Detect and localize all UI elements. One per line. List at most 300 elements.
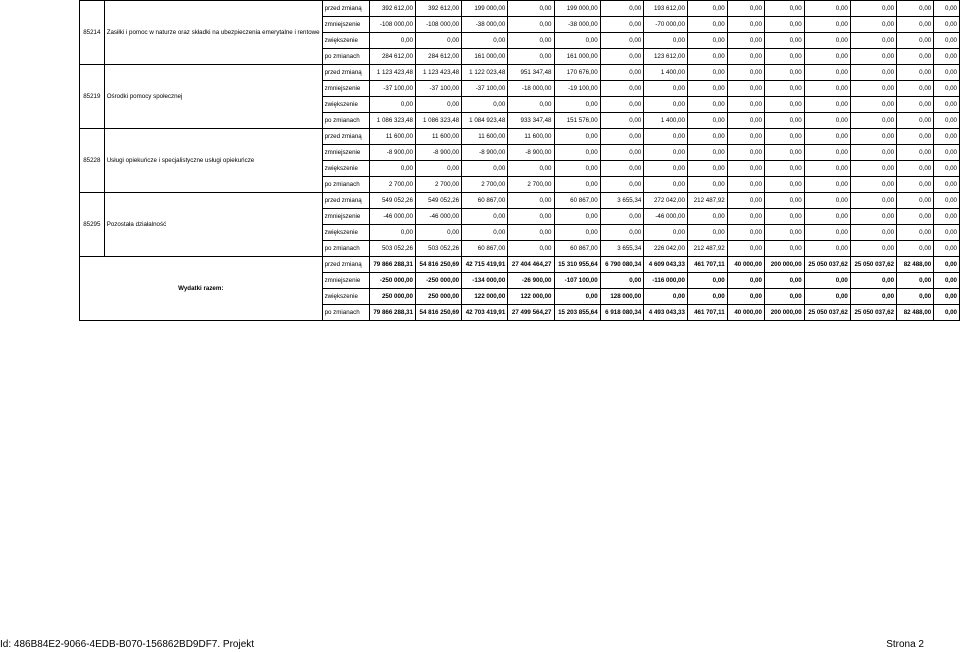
amount-cell: 161 000,00 xyxy=(554,49,600,65)
section-name: Zasiłki i pomoc w naturze oraz składki na ubezpieczenia emerytalne i rentowe xyxy=(104,1,322,65)
amount-cell: -37 100,00 xyxy=(369,81,415,97)
amount-cell: 6 790 080,34 xyxy=(600,257,644,273)
amount-cell: 0,00 xyxy=(934,273,960,289)
amount-cell: 0,00 xyxy=(850,241,896,257)
amount-cell: 0,00 xyxy=(850,273,896,289)
amount-cell: 0,00 xyxy=(600,145,644,161)
row-type-label: po zmianach xyxy=(322,177,369,193)
footer-page-number: Strona 2 xyxy=(886,639,924,650)
amount-cell: 503 052,26 xyxy=(415,241,461,257)
amount-cell: 3 655,34 xyxy=(600,241,644,257)
amount-cell: -37 100,00 xyxy=(462,81,508,97)
amount-cell: 549 052,26 xyxy=(415,193,461,209)
amount-cell: 0,00 xyxy=(508,1,554,17)
table-row xyxy=(80,257,960,273)
amount-cell: 123 612,00 xyxy=(644,49,688,65)
amount-cell: 1 123 423,48 xyxy=(415,65,461,81)
footer-document-id: Id: 486B84E2-9066-4EDB-B070-156862BD9DF7. Projekt xyxy=(0,639,255,650)
amount-cell: 0,00 xyxy=(600,177,644,193)
amount-cell: 128 000,00 xyxy=(600,289,644,305)
amount-cell: 0,00 xyxy=(934,17,960,33)
amount-cell: 0,00 xyxy=(600,97,644,113)
amount-cell: -70 000,00 xyxy=(644,17,688,33)
amount-cell: 60 867,00 xyxy=(462,241,508,257)
amount-cell: 0,00 xyxy=(804,33,850,49)
amount-cell: 0,00 xyxy=(934,65,960,81)
section-name: Usługi opiekuńcze i specjalistyczne usługi opiekuńcze xyxy=(104,129,322,193)
table-row xyxy=(80,1,960,17)
amount-cell: 0,00 xyxy=(600,1,644,17)
amount-cell: 0,00 xyxy=(600,65,644,81)
amount-cell: -107 100,00 xyxy=(554,273,600,289)
amount-cell: 0,00 xyxy=(934,177,960,193)
amount-cell: 2 700,00 xyxy=(462,177,508,193)
amount-cell: 0,00 xyxy=(727,97,764,113)
amount-cell: -250 000,00 xyxy=(369,273,415,289)
amount-cell: 0,00 xyxy=(934,113,960,129)
amount-cell: 0,00 xyxy=(804,145,850,161)
amount-cell: -108 000,00 xyxy=(415,17,461,33)
amount-cell: 0,00 xyxy=(687,225,727,241)
section-code: 85295 xyxy=(80,193,105,257)
amount-cell: 6 918 080,34 xyxy=(600,305,644,321)
amount-cell: 0,00 xyxy=(897,273,934,289)
amount-cell: 0,00 xyxy=(764,177,804,193)
amount-cell: 0,00 xyxy=(850,33,896,49)
amount-cell: 0,00 xyxy=(897,49,934,65)
amount-cell: 0,00 xyxy=(644,289,688,305)
amount-cell: 42 715 419,91 xyxy=(462,257,508,273)
amount-cell: 25 050 037,62 xyxy=(804,257,850,273)
amount-cell: 0,00 xyxy=(934,81,960,97)
amount-cell: 0,00 xyxy=(600,225,644,241)
amount-cell: 0,00 xyxy=(554,97,600,113)
amount-cell: 0,00 xyxy=(727,225,764,241)
amount-cell: 0,00 xyxy=(508,161,554,177)
amount-cell: 1 400,00 xyxy=(644,113,688,129)
amount-cell: 212 487,92 xyxy=(687,193,727,209)
amount-cell: 0,00 xyxy=(687,145,727,161)
amount-cell: 0,00 xyxy=(934,193,960,209)
amount-cell: -18 000,00 xyxy=(508,81,554,97)
budget-table xyxy=(79,0,960,321)
amount-cell: 60 867,00 xyxy=(554,193,600,209)
amount-cell: 0,00 xyxy=(897,193,934,209)
amount-cell: -38 000,00 xyxy=(462,17,508,33)
amount-cell: 250 000,00 xyxy=(415,289,461,305)
amount-cell: 0,00 xyxy=(804,161,850,177)
amount-cell: 0,00 xyxy=(850,145,896,161)
row-type-label: zmniejszenie xyxy=(322,273,369,289)
row-type-label: przed zmianą xyxy=(322,193,369,209)
section-code: 85219 xyxy=(80,65,105,129)
amount-cell: 170 676,00 xyxy=(554,65,600,81)
amount-cell: 0,00 xyxy=(804,49,850,65)
amount-cell: 0,00 xyxy=(850,17,896,33)
amount-cell: 0,00 xyxy=(804,209,850,225)
amount-cell: 0,00 xyxy=(804,193,850,209)
amount-cell: 0,00 xyxy=(600,161,644,177)
amount-cell: 0,00 xyxy=(727,177,764,193)
amount-cell: 0,00 xyxy=(600,17,644,33)
amount-cell: 0,00 xyxy=(727,65,764,81)
amount-cell: 0,00 xyxy=(600,81,644,97)
amount-cell: 933 347,48 xyxy=(508,113,554,129)
amount-cell: 40 000,00 xyxy=(727,257,764,273)
amount-cell: -46 000,00 xyxy=(415,209,461,225)
amount-cell: 0,00 xyxy=(727,129,764,145)
row-type-label: zmniejszenie xyxy=(322,145,369,161)
amount-cell: 549 052,26 xyxy=(369,193,415,209)
amount-cell: 0,00 xyxy=(644,177,688,193)
amount-cell: 0,00 xyxy=(600,113,644,129)
amount-cell: 0,00 xyxy=(764,241,804,257)
amount-cell: 15 203 855,64 xyxy=(554,305,600,321)
amount-cell: 0,00 xyxy=(897,113,934,129)
amount-cell: 0,00 xyxy=(687,1,727,17)
amount-cell: 0,00 xyxy=(897,97,934,113)
amount-cell: 0,00 xyxy=(897,209,934,225)
amount-cell: 0,00 xyxy=(687,17,727,33)
amount-cell: 0,00 xyxy=(508,17,554,33)
amount-cell: 0,00 xyxy=(764,193,804,209)
amount-cell: 27 404 464,27 xyxy=(508,257,554,273)
amount-cell: 0,00 xyxy=(687,161,727,177)
amount-cell: 0,00 xyxy=(554,145,600,161)
amount-cell: 0,00 xyxy=(934,225,960,241)
amount-cell: 82 488,00 xyxy=(897,305,934,321)
amount-cell: 0,00 xyxy=(934,145,960,161)
amount-cell: 0,00 xyxy=(727,33,764,49)
amount-cell: 284 612,00 xyxy=(369,49,415,65)
amount-cell: 0,00 xyxy=(508,49,554,65)
amount-cell: 0,00 xyxy=(934,97,960,113)
amount-cell: -8 900,00 xyxy=(415,145,461,161)
amount-cell: 0,00 xyxy=(600,49,644,65)
amount-cell: -19 100,00 xyxy=(554,81,600,97)
row-type-label: po zmianach xyxy=(322,241,369,257)
amount-cell: 0,00 xyxy=(850,97,896,113)
amount-cell: 0,00 xyxy=(415,225,461,241)
amount-cell: 0,00 xyxy=(934,257,960,273)
amount-cell: 193 612,00 xyxy=(644,1,688,17)
amount-cell: 0,00 xyxy=(727,289,764,305)
amount-cell: 11 600,00 xyxy=(369,129,415,145)
amount-cell: 0,00 xyxy=(727,81,764,97)
amount-cell: 0,00 xyxy=(369,225,415,241)
amount-cell: 284 612,00 xyxy=(415,49,461,65)
row-type-label: przed zmianą xyxy=(322,65,369,81)
amount-cell: 0,00 xyxy=(934,49,960,65)
amount-cell: -46 000,00 xyxy=(644,209,688,225)
row-type-label: zwiększenie xyxy=(322,289,369,305)
amount-cell: 0,00 xyxy=(764,161,804,177)
amount-cell: 0,00 xyxy=(850,161,896,177)
amount-cell: 0,00 xyxy=(554,129,600,145)
amount-cell: -108 000,00 xyxy=(369,17,415,33)
amount-cell: 0,00 xyxy=(727,49,764,65)
amount-cell: 0,00 xyxy=(644,97,688,113)
amount-cell: 0,00 xyxy=(687,113,727,129)
amount-cell: 79 866 288,31 xyxy=(369,257,415,273)
amount-cell: 0,00 xyxy=(727,273,764,289)
amount-cell: 0,00 xyxy=(804,225,850,241)
amount-cell: 4 609 043,33 xyxy=(644,257,688,273)
amount-cell: 0,00 xyxy=(369,161,415,177)
row-type-label: zwiększenie xyxy=(322,33,369,49)
amount-cell: 250 000,00 xyxy=(369,289,415,305)
amount-cell: 0,00 xyxy=(850,209,896,225)
amount-cell: 0,00 xyxy=(934,33,960,49)
amount-cell: -116 000,00 xyxy=(644,273,688,289)
amount-cell: 0,00 xyxy=(934,209,960,225)
amount-cell: 0,00 xyxy=(687,65,727,81)
amount-cell: 0,00 xyxy=(369,97,415,113)
amount-cell: 1 400,00 xyxy=(644,65,688,81)
amount-cell: 0,00 xyxy=(764,49,804,65)
amount-cell: 25 050 037,62 xyxy=(804,305,850,321)
amount-cell: 0,00 xyxy=(727,209,764,225)
amount-cell: 0,00 xyxy=(897,145,934,161)
amount-cell: 0,00 xyxy=(644,225,688,241)
amount-cell: 0,00 xyxy=(727,17,764,33)
amount-cell: 0,00 xyxy=(508,97,554,113)
amount-cell: -46 000,00 xyxy=(369,209,415,225)
amount-cell: 0,00 xyxy=(415,97,461,113)
amount-cell: 0,00 xyxy=(850,177,896,193)
amount-cell: 272 042,00 xyxy=(644,193,688,209)
amount-cell: 0,00 xyxy=(764,17,804,33)
row-type-label: zwiększenie xyxy=(322,97,369,113)
amount-cell: 0,00 xyxy=(687,273,727,289)
amount-cell: 0,00 xyxy=(897,1,934,17)
amount-cell: 1 084 923,48 xyxy=(462,113,508,129)
amount-cell: 0,00 xyxy=(508,33,554,49)
amount-cell: 54 816 250,69 xyxy=(415,305,461,321)
row-type-label: zwiększenie xyxy=(322,161,369,177)
row-type-label: zwiększenie xyxy=(322,225,369,241)
amount-cell: 0,00 xyxy=(934,1,960,17)
section-code: 85228 xyxy=(80,129,105,193)
amount-cell: 11 600,00 xyxy=(415,129,461,145)
amount-cell: 0,00 xyxy=(804,97,850,113)
amount-cell: 0,00 xyxy=(897,33,934,49)
amount-cell: -8 900,00 xyxy=(369,145,415,161)
amount-cell: 1 086 323,48 xyxy=(369,113,415,129)
amount-cell: 0,00 xyxy=(850,49,896,65)
amount-cell: 40 000,00 xyxy=(727,305,764,321)
amount-cell: -38 000,00 xyxy=(554,17,600,33)
amount-cell: 392 612,00 xyxy=(415,1,461,17)
amount-cell: 0,00 xyxy=(687,49,727,65)
amount-cell: 0,00 xyxy=(687,209,727,225)
amount-cell: 0,00 xyxy=(897,65,934,81)
amount-cell: 0,00 xyxy=(687,289,727,305)
amount-cell: 0,00 xyxy=(644,33,688,49)
amount-cell: 0,00 xyxy=(508,209,554,225)
amount-cell: 15 310 955,64 xyxy=(554,257,600,273)
amount-cell: 60 867,00 xyxy=(554,241,600,257)
amount-cell: 0,00 xyxy=(554,177,600,193)
amount-cell: 0,00 xyxy=(600,129,644,145)
amount-cell: 0,00 xyxy=(764,289,804,305)
amount-cell: 0,00 xyxy=(804,65,850,81)
amount-cell: 0,00 xyxy=(644,81,688,97)
amount-cell: 0,00 xyxy=(508,193,554,209)
amount-cell: -37 100,00 xyxy=(415,81,461,97)
amount-cell: -250 000,00 xyxy=(415,273,461,289)
amount-cell: 0,00 xyxy=(727,241,764,257)
amount-cell: 1 123 423,48 xyxy=(369,65,415,81)
amount-cell: 0,00 xyxy=(687,177,727,193)
amount-cell: 0,00 xyxy=(644,145,688,161)
amount-cell: 0,00 xyxy=(727,1,764,17)
amount-cell: 27 499 564,27 xyxy=(508,305,554,321)
amount-cell: 0,00 xyxy=(934,241,960,257)
amount-cell: 0,00 xyxy=(764,113,804,129)
amount-cell: 0,00 xyxy=(369,33,415,49)
amount-cell: 392 612,00 xyxy=(369,1,415,17)
amount-cell: 0,00 xyxy=(897,289,934,305)
amount-cell: 951 347,48 xyxy=(508,65,554,81)
row-type-label: przed zmianą xyxy=(322,129,369,145)
amount-cell: 0,00 xyxy=(934,305,960,321)
amount-cell: 0,00 xyxy=(850,225,896,241)
amount-cell: 0,00 xyxy=(934,161,960,177)
amount-cell: 199 000,00 xyxy=(462,1,508,17)
amount-cell: 0,00 xyxy=(462,161,508,177)
amount-cell: -8 900,00 xyxy=(508,145,554,161)
amount-cell: 0,00 xyxy=(554,225,600,241)
amount-cell: 0,00 xyxy=(897,81,934,97)
amount-cell: 0,00 xyxy=(764,33,804,49)
amount-cell: 0,00 xyxy=(687,129,727,145)
table-row xyxy=(80,129,960,145)
amount-cell: 0,00 xyxy=(462,209,508,225)
row-type-label: zmniejszenie xyxy=(322,81,369,97)
amount-cell: 200 000,00 xyxy=(764,257,804,273)
amount-cell: 0,00 xyxy=(415,33,461,49)
amount-cell: 0,00 xyxy=(687,81,727,97)
amount-cell: 0,00 xyxy=(600,273,644,289)
amount-cell: 151 576,00 xyxy=(554,113,600,129)
amount-cell: 0,00 xyxy=(764,1,804,17)
amount-cell: 0,00 xyxy=(850,81,896,97)
amount-cell: 0,00 xyxy=(764,97,804,113)
amount-cell: 0,00 xyxy=(850,129,896,145)
amount-cell: 0,00 xyxy=(764,209,804,225)
amount-cell: 11 600,00 xyxy=(462,129,508,145)
amount-cell: -134 000,00 xyxy=(462,273,508,289)
table-row xyxy=(80,193,960,209)
amount-cell: 0,00 xyxy=(934,129,960,145)
row-type-label: zmniejszenie xyxy=(322,209,369,225)
amount-cell: 0,00 xyxy=(600,33,644,49)
amount-cell: 0,00 xyxy=(850,1,896,17)
amount-cell: 0,00 xyxy=(804,113,850,129)
amount-cell: 79 866 288,31 xyxy=(369,305,415,321)
amount-cell: 0,00 xyxy=(508,241,554,257)
amount-cell: 2 700,00 xyxy=(508,177,554,193)
amount-cell: 82 488,00 xyxy=(897,257,934,273)
amount-cell: 0,00 xyxy=(644,161,688,177)
amount-cell: 2 700,00 xyxy=(415,177,461,193)
amount-cell: 0,00 xyxy=(897,225,934,241)
amount-cell: 0,00 xyxy=(600,209,644,225)
amount-cell: -8 900,00 xyxy=(462,145,508,161)
amount-cell: 461 707,11 xyxy=(687,305,727,321)
amount-cell: 0,00 xyxy=(727,145,764,161)
amount-cell: 0,00 xyxy=(554,289,600,305)
table-row xyxy=(80,65,960,81)
amount-cell: 0,00 xyxy=(462,225,508,241)
amount-cell: 0,00 xyxy=(687,33,727,49)
amount-cell: 122 000,00 xyxy=(508,289,554,305)
amount-cell: 0,00 xyxy=(727,161,764,177)
amount-cell: 0,00 xyxy=(850,193,896,209)
totals-label: Wydatki razem: xyxy=(80,257,323,321)
amount-cell: 0,00 xyxy=(804,177,850,193)
amount-cell: 54 816 250,69 xyxy=(415,257,461,273)
amount-cell: 0,00 xyxy=(764,145,804,161)
amount-cell: 0,00 xyxy=(727,113,764,129)
row-type-label: przed zmianą xyxy=(322,257,369,273)
section-name: Pozostała działalność xyxy=(104,193,322,257)
row-type-label: po zmianach xyxy=(322,113,369,129)
row-type-label: zmniejszenie xyxy=(322,17,369,33)
amount-cell: -26 900,00 xyxy=(508,273,554,289)
amount-cell: 0,00 xyxy=(462,97,508,113)
amount-cell: 4 493 043,33 xyxy=(644,305,688,321)
amount-cell: 161 000,00 xyxy=(462,49,508,65)
amount-cell: 0,00 xyxy=(554,161,600,177)
section-code: 85214 xyxy=(80,1,105,65)
amount-cell: 200 000,00 xyxy=(764,305,804,321)
amount-cell: 0,00 xyxy=(850,65,896,81)
amount-cell: 0,00 xyxy=(687,97,727,113)
amount-cell: 2 700,00 xyxy=(369,177,415,193)
amount-cell: 226 042,00 xyxy=(644,241,688,257)
amount-cell: 0,00 xyxy=(804,81,850,97)
amount-cell: 0,00 xyxy=(897,177,934,193)
amount-cell: 0,00 xyxy=(804,289,850,305)
amount-cell: 212 487,92 xyxy=(687,241,727,257)
row-type-label: po zmianach xyxy=(322,49,369,65)
amount-cell: 461 707,11 xyxy=(687,257,727,273)
amount-cell: 0,00 xyxy=(850,113,896,129)
amount-cell: 1 122 023,48 xyxy=(462,65,508,81)
amount-cell: 0,00 xyxy=(644,129,688,145)
amount-cell: 0,00 xyxy=(764,225,804,241)
amount-cell: 0,00 xyxy=(804,241,850,257)
amount-cell: 0,00 xyxy=(764,65,804,81)
amount-cell: 25 050 037,62 xyxy=(850,257,896,273)
amount-cell: 503 052,26 xyxy=(369,241,415,257)
amount-cell: 0,00 xyxy=(764,129,804,145)
amount-cell: 0,00 xyxy=(897,161,934,177)
amount-cell: 0,00 xyxy=(897,17,934,33)
amount-cell: 0,00 xyxy=(764,81,804,97)
amount-cell: 122 000,00 xyxy=(462,289,508,305)
amount-cell: 0,00 xyxy=(554,209,600,225)
amount-cell: 0,00 xyxy=(804,129,850,145)
amount-cell: 0,00 xyxy=(897,241,934,257)
amount-cell: 25 050 037,62 xyxy=(850,305,896,321)
amount-cell: 0,00 xyxy=(897,129,934,145)
amount-cell: 0,00 xyxy=(804,17,850,33)
row-type-label: po zmianach xyxy=(322,305,369,321)
amount-cell: 42 703 419,91 xyxy=(462,305,508,321)
